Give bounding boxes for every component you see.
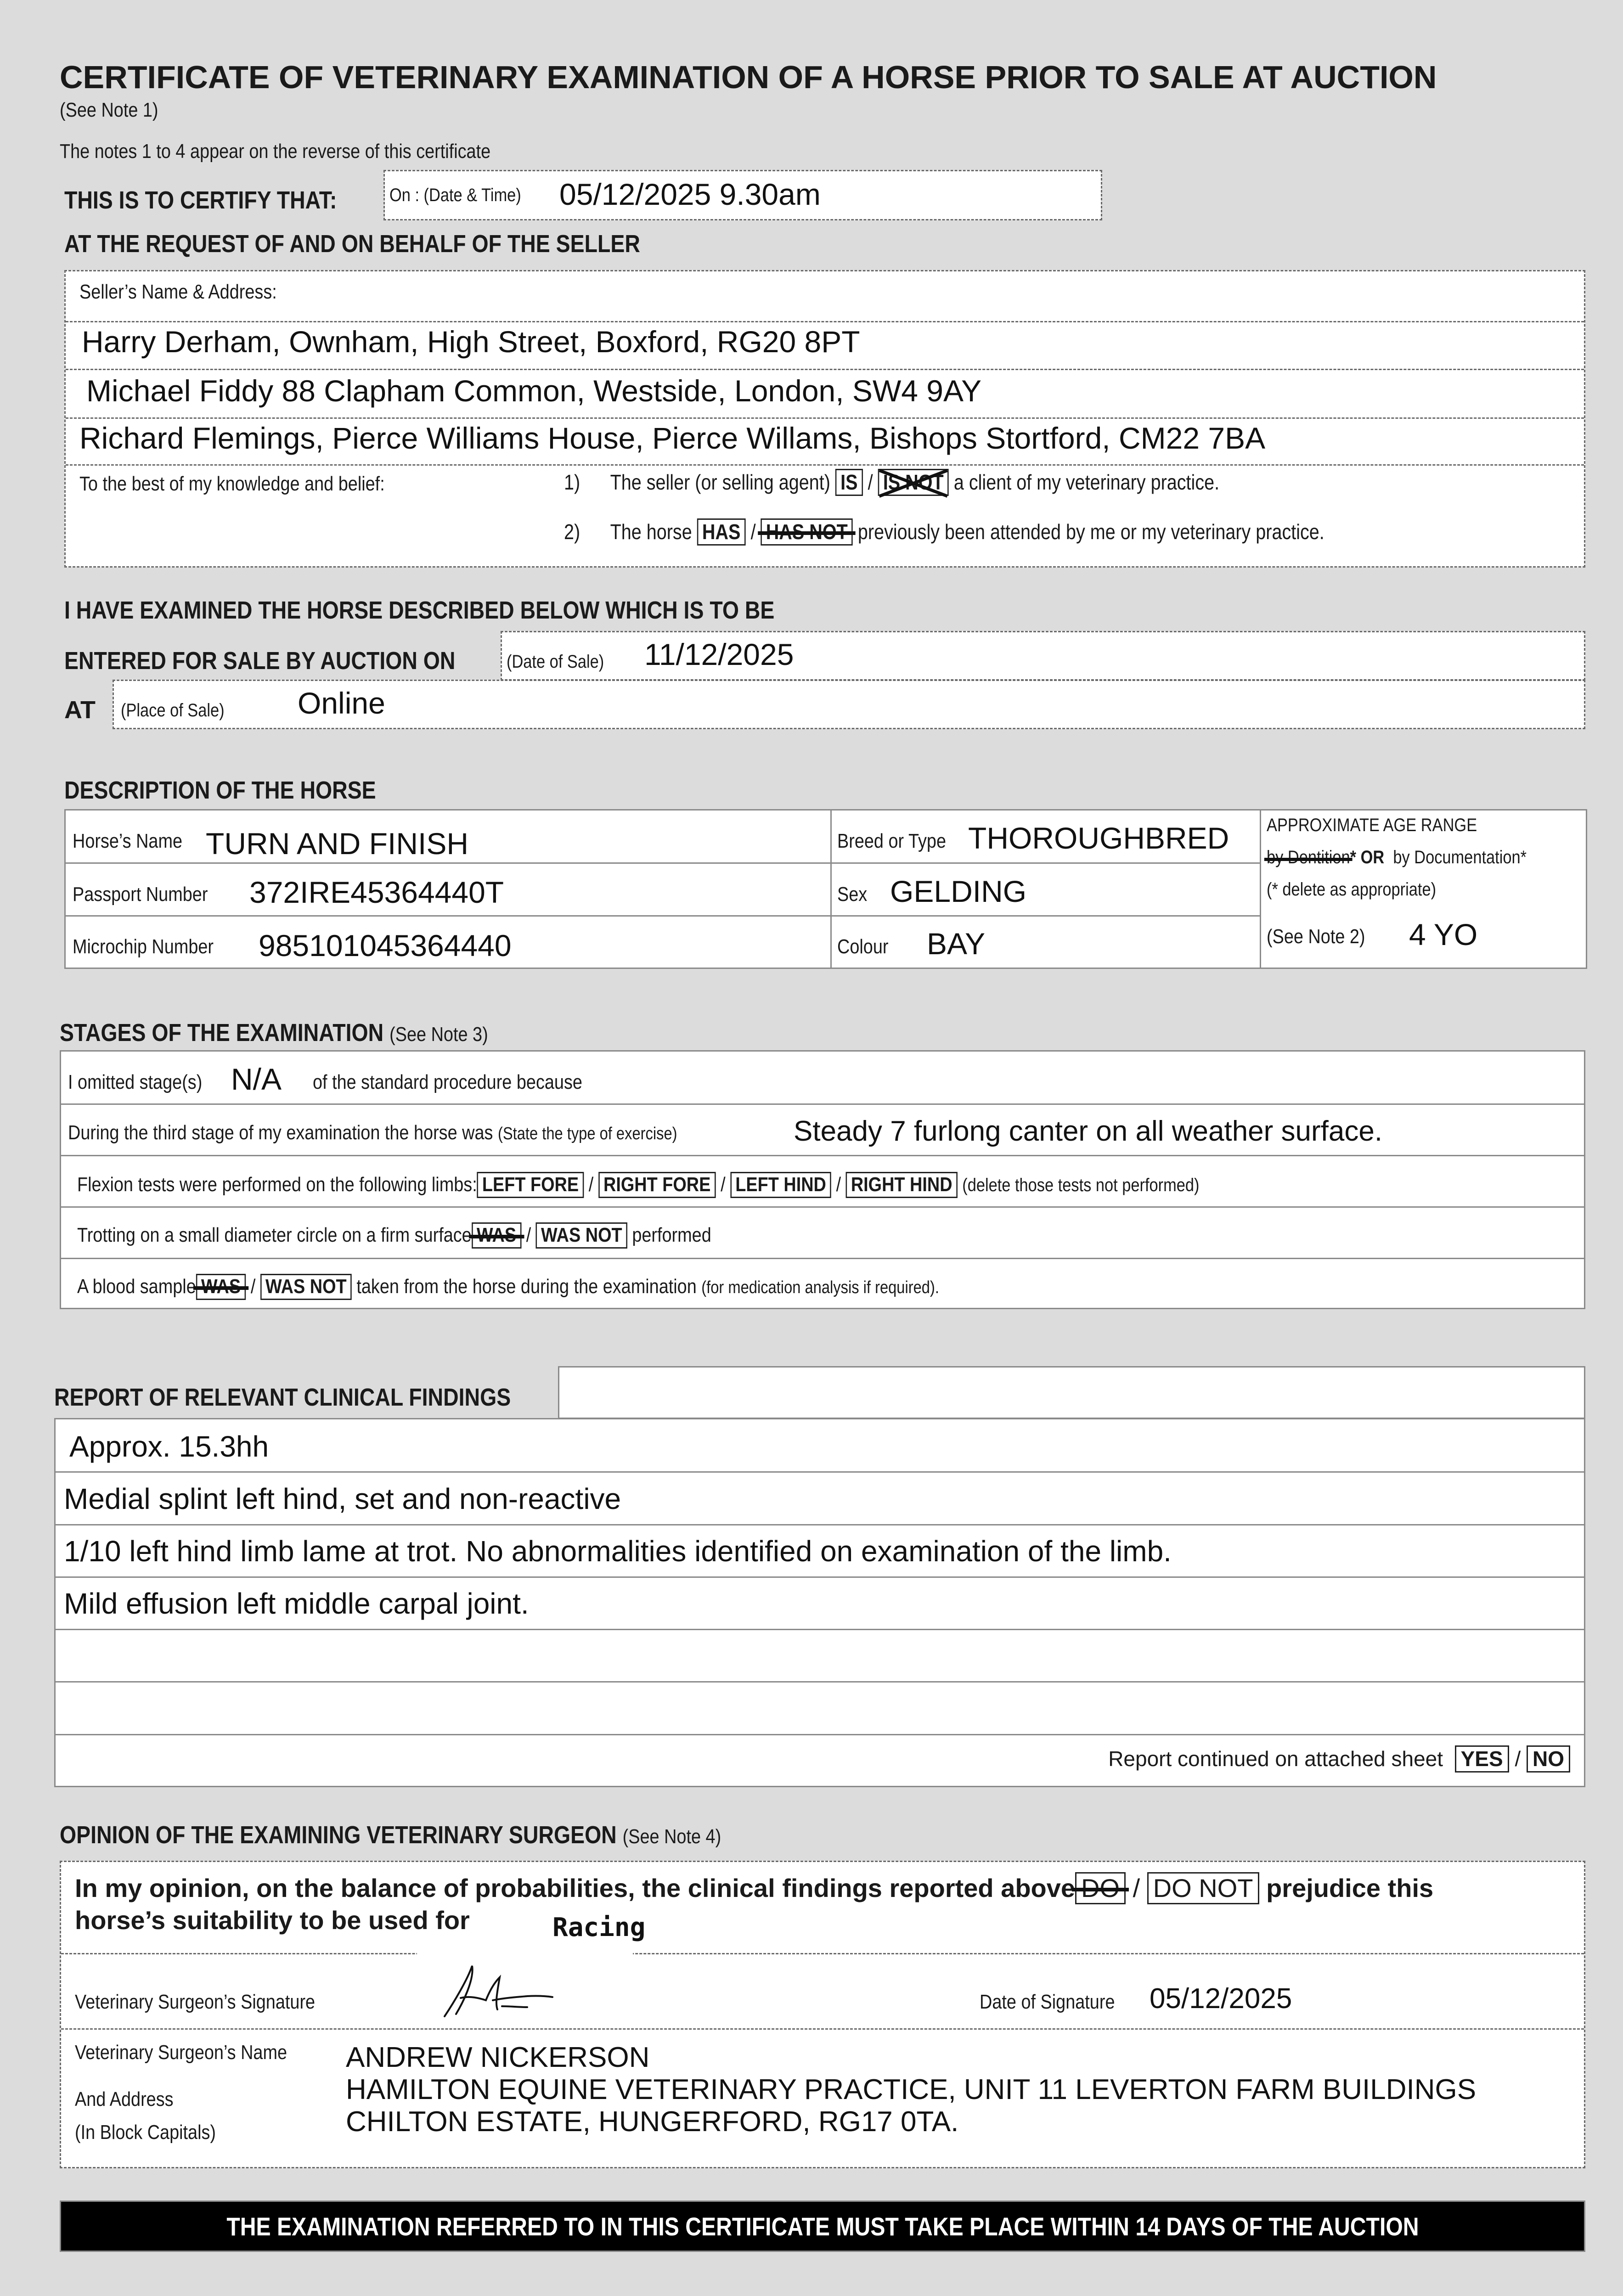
blood-was-option[interactable]: WAS: [196, 1274, 246, 1300]
blood-was-not-option[interactable]: WAS NOT: [260, 1274, 352, 1300]
age-see-note: (See Note 2): [1267, 925, 1365, 948]
footer-banner-text: THE EXAMINATION REFERRED TO IN THIS CERTIFICATE MUST TAKE PLACE WITHIN 14 DAYS OF THE AUCTION: [226, 2212, 1419, 2241]
opinion-do-option[interactable]: DO: [1075, 1872, 1126, 1904]
report-continued-yes[interactable]: YES: [1455, 1745, 1509, 1773]
seller-line-1[interactable]: Harry Derham, Ownham, High Street, Boxford, RG20 8PT: [82, 325, 860, 359]
report-table: [54, 1418, 1585, 1787]
signature-area[interactable]: [417, 1952, 633, 2029]
at-label: AT: [64, 696, 96, 724]
age-title: APPROXIMATE AGE RANGE: [1267, 815, 1477, 835]
microchip-value[interactable]: 985101045364440: [259, 929, 512, 962]
age-delete-note: (* delete as appropriate): [1267, 879, 1437, 900]
blood-row: A blood sample WAS / WAS NOT taken from the horse during the examination (for medication analysis if required).: [77, 1274, 1079, 1300]
opinion-title: OPINION OF THE EXAMINING VETERINARY SURGEON (See Note 4): [60, 1821, 721, 1849]
omitted-value[interactable]: N/A: [231, 1062, 282, 1096]
third-stage-row: During the third stage of my examination the horse was (State the type of exercise): [68, 1121, 677, 1144]
sale-date-value: 11/12/2025: [644, 637, 794, 671]
seller-box: [64, 270, 1585, 568]
flexion-right-fore[interactable]: RIGHT FORE: [598, 1172, 716, 1198]
breed-value[interactable]: THOROUGHBRED: [968, 821, 1229, 855]
exam-date-value: 05/12/2025 9.30am: [559, 177, 821, 211]
passport-label: Passport Number: [73, 883, 208, 906]
surgeon-address-line-1[interactable]: HAMILTON EQUINE VETERINARY PRACTICE, UNIT 11 LEVERTON FARM BUILDINGS: [346, 2074, 1476, 2105]
by-dentition-option[interactable]: by Dentition: [1267, 847, 1350, 867]
is-option[interactable]: IS: [835, 469, 863, 496]
exam-date-field[interactable]: [383, 170, 1102, 220]
age-value[interactable]: 4 YO: [1409, 917, 1478, 951]
colour-label: Colour: [837, 935, 889, 958]
opinion-statement: In my opinion, on the balance of probabilities, the clinical findings reported above DO / DO NOT prejudice this: [75, 1872, 1433, 1904]
has-option[interactable]: HAS: [697, 518, 746, 546]
sale-place-label: (Place of Sale): [121, 700, 225, 720]
omitted-row: I omitted stage(s): [68, 1071, 203, 1093]
certificate-title: CERTIFICATE OF VETERINARY EXAMINATION OF A HORSE PRIOR TO SALE AT AUCTION: [60, 59, 1437, 95]
report-title: REPORT OF RELEVANT CLINICAL FINDINGS: [54, 1384, 511, 1411]
flexion-row: Flexion tests were performed on the following limbs: LEFT FORE / RIGHT FORE / LEFT HIND / RIGHT HIND (delete those tests not performed): [77, 1172, 1382, 1198]
report-line-1[interactable]: Approx. 15.3hh: [69, 1430, 269, 1463]
flexion-right-hind[interactable]: RIGHT HIND: [846, 1172, 958, 1198]
exercise-value[interactable]: Steady 7 furlong canter on all weather surface.: [794, 1115, 1383, 1147]
footer-banner: [60, 2200, 1585, 2252]
flexion-left-hind[interactable]: LEFT HIND: [730, 1172, 831, 1198]
flexion-left-fore[interactable]: LEFT FORE: [477, 1172, 584, 1198]
trot-was-not-option[interactable]: WAS NOT: [536, 1222, 627, 1249]
surgeon-name-value[interactable]: ANDREW NICKERSON: [346, 2042, 650, 2073]
passport-value[interactable]: 372IRE45364440T: [249, 875, 504, 909]
breed-label: Breed or Type: [837, 830, 947, 852]
certify-label: THIS IS TO CERTIFY THAT:: [64, 186, 337, 214]
omitted-reason-label: of the standard procedure because: [313, 1071, 582, 1093]
block-capitals-label: (In Block Capitals): [75, 2121, 216, 2144]
report-continued-no[interactable]: NO: [1527, 1745, 1570, 1773]
seller-line-3[interactable]: Richard Flemings, Pierce Williams House, Pierce Willams, Bishops Stortford, CM22 7BA: [79, 421, 1266, 455]
horse-name-label: Horse’s Name: [73, 830, 183, 852]
trot-row: Trotting on a small diameter circle on a firm surface WAS / WAS NOT performed: [77, 1222, 815, 1249]
stages-title: STAGES OF THE EXAMINATION (See Note 3): [60, 1019, 488, 1047]
surgeon-address-label: And Address: [75, 2088, 174, 2110]
report-title-field: [558, 1366, 1585, 1419]
trot-was-option[interactable]: WAS: [472, 1222, 522, 1249]
surgeon-address-line-2[interactable]: CHILTON ESTATE, HUNGERFORD, RG17 0TA.: [346, 2106, 959, 2138]
purpose-value[interactable]: Racing: [552, 1913, 646, 1942]
sale-place-value: Online: [298, 686, 385, 720]
colour-value[interactable]: BAY: [927, 927, 986, 961]
exam-date-label: On : (Date & Time): [389, 185, 521, 205]
sale-date-field[interactable]: [501, 631, 1585, 681]
opinion-box: [60, 1861, 1585, 2168]
knowledge-label: To the best of my knowledge and belief:: [79, 473, 385, 495]
opinion-statement-line2: horse’s suitability to be used for: [75, 1906, 470, 1935]
has-not-option[interactable]: HAS NOT: [761, 518, 853, 546]
is-not-option[interactable]: IS NOT: [878, 469, 949, 496]
surgeon-name-label: Veterinary Surgeon’s Name: [75, 2041, 287, 2064]
sale-place-field[interactable]: [113, 680, 1585, 729]
seller-label: Seller’s Name & Address:: [79, 281, 277, 303]
sale-date-label: (Date of Sale): [507, 652, 604, 672]
stages-table: [60, 1050, 1585, 1309]
notes-text: The notes 1 to 4 appear on the reverse of this certificate: [60, 140, 491, 163]
title-see-note: (See Note 1): [60, 99, 158, 121]
signature-label: Veterinary Surgeon’s Signature: [75, 1991, 316, 2013]
horse-section-title: DESCRIPTION OF THE HORSE: [64, 777, 376, 804]
report-line-2[interactable]: Medial splint left hind, set and non-reactive: [64, 1482, 621, 1515]
age-basis: by Dentition* OR by Documentation*: [1267, 847, 1527, 867]
signature-date-value[interactable]: 05/12/2025: [1150, 1983, 1292, 2015]
signature-date-label: Date of Signature: [980, 1991, 1115, 2013]
request-label: AT THE REQUEST OF AND ON BEHALF OF THE SELLER: [64, 230, 640, 258]
opinion-do-not-option[interactable]: DO NOT: [1147, 1872, 1259, 1904]
horse-name-value[interactable]: TURN AND FINISH: [206, 827, 469, 861]
by-documentation-option[interactable]: by Documentation*: [1393, 847, 1527, 867]
report-line-4[interactable]: Mild effusion left middle carpal joint.: [64, 1587, 529, 1620]
entered-label: ENTERED FOR SALE BY AUCTION ON: [64, 647, 456, 675]
report-continued-row: Report continued on attached sheet YES / NO: [1108, 1745, 1570, 1773]
microchip-label: Microchip Number: [73, 935, 214, 958]
horse-table: [64, 809, 1587, 969]
signature-graphic: [417, 1952, 633, 2029]
sex-value[interactable]: GELDING: [890, 874, 1027, 908]
report-continued-label: Report continued on attached sheet: [1108, 1747, 1443, 1771]
examined-label: I HAVE EXAMINED THE HORSE DESCRIBED BELOW WHICH IS TO BE: [64, 597, 775, 624]
seller-line-2[interactable]: Michael Fiddy 88 Clapham Common, Westside, London, SW4 9AY: [86, 374, 982, 408]
client-statement: 1) The seller (or selling agent) IS / IS NOT a client of my veterinary practice.: [564, 469, 1326, 496]
sex-label: Sex: [837, 883, 868, 906]
attended-statement: 2) The horse HAS / HAS NOT previously been attended by me or my veterinary practice.: [564, 518, 1448, 546]
report-line-3[interactable]: 1/10 left hind limb lame at trot. No abnormalities identified on examination of the limb.: [64, 1535, 1172, 1568]
